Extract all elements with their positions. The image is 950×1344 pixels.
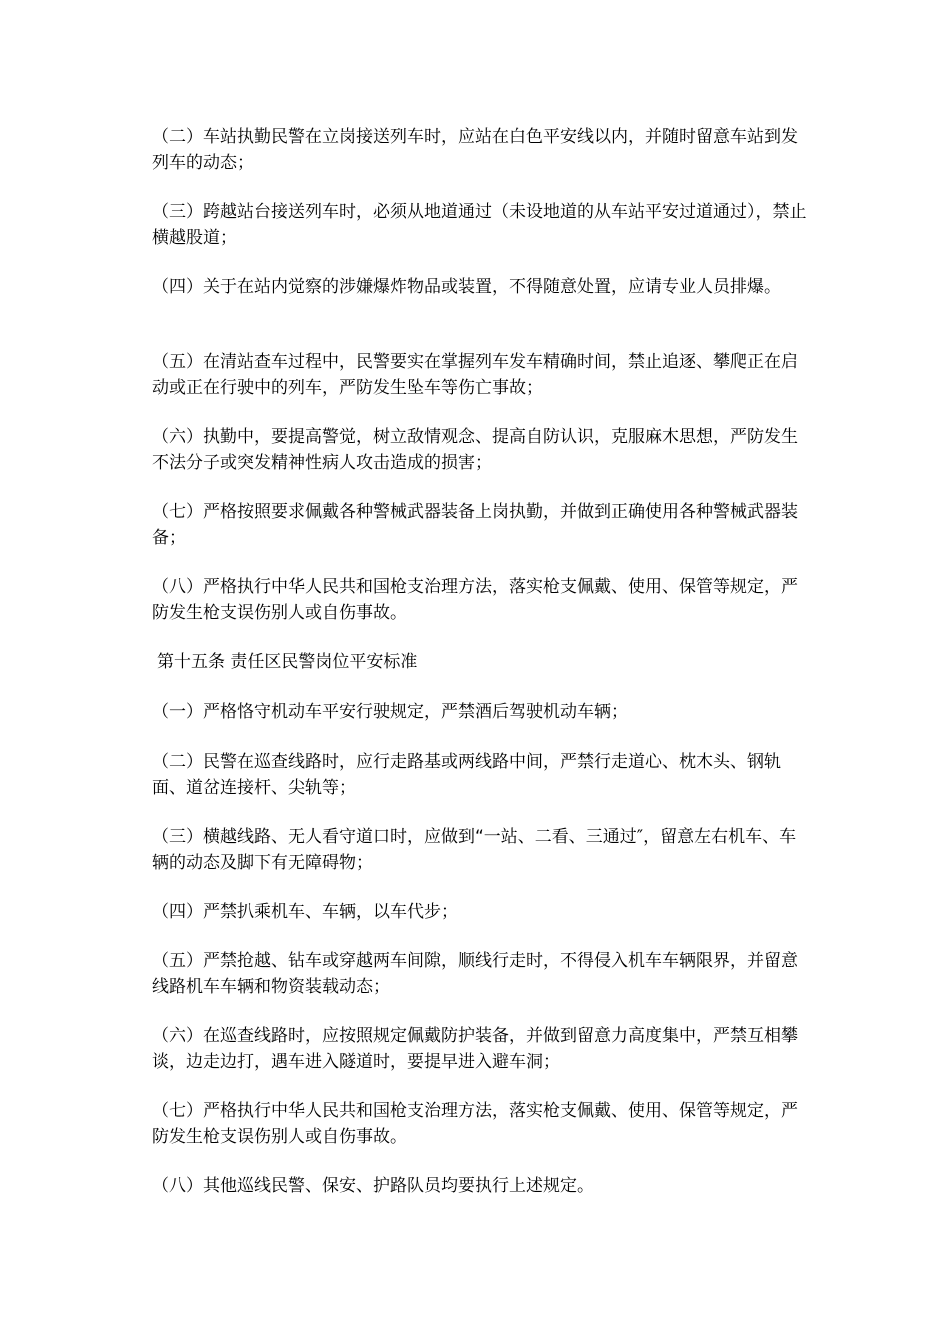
paragraph-patrol-2: （二）民警在巡查线路时，应行走路基或两线路中间，严禁行走道心、枕木头、钢轨面、道岔连接杆、尖轨等； [152,752,781,798]
paragraph-station-duty-4: （四）关于在站内觉察的涉嫌爆炸物品或装置，不得随意处置，应请专业人员排爆。 [152,277,781,297]
paragraph-station-duty-7: （七）严格按照要求佩戴各种警械武器装备上岗执勤，并做到正确使用各种警械武器装备； [152,502,798,548]
paragraph-patrol-3: （三）横越线路、无人看守道口时，应做到“一站、二看、三通过″，留意左右机车、车辆的动态及脚下有无障碍物； [152,827,797,873]
paragraph-patrol-1: （一）严格恪守机动车平安行驶规定，严禁酒后驾驶机动车辆； [152,702,628,722]
paragraph-patrol-5: （五）严禁抢越、钻车或穿越两车间隙，顺线行走时，不得侵入机车车辆限界，并留意线路机车车辆和物资装载动态； [152,951,798,997]
paragraph-patrol-4: （四）严禁扒乘机车、车辆，以车代步； [152,902,458,922]
paragraph-patrol-8: （八）其他巡线民警、保安、护路队员均要执行上述规定。 [152,1176,594,1196]
paragraph-station-duty-8: （八）严格执行中华人民共和国枪支治理方法，落实枪支佩戴、使用、保管等规定，严防发生枪支误伤别人或自伤事故。 [152,577,798,623]
paragraph-patrol-6: （六）在巡查线路时，应按照规定佩戴防护装备，并做到留意力高度集中，严禁互相攀谈，边走边打，遇车进入隧道时，要提早进入避车洞； [152,1026,798,1072]
paragraph-station-duty-2: （二）车站执勤民警在立岗接送列车时，应站在白色平安线以内，并随时留意车站到发列车的动态； [152,127,798,173]
section-heading: 第十五条 责任区民警岗位平安标准 [157,652,418,672]
paragraph-station-duty-5: （五）在清站查车过程中，民警要实在掌握列车发车精确时间，禁止追逐、攀爬正在启动或正在行驶中的列车，严防发生坠车等伤亡事故； [152,352,798,398]
paragraph-station-duty-3: （三）跨越站台接送列车时，必须从地道通过（未设地道的从车站平安过道通过），禁止横越股道； [152,202,807,248]
paragraph-patrol-7: （七）严格执行中华人民共和国枪支治理方法，落实枪支佩戴、使用、保管等规定，严防发生枪支误伤别人或自伤事故。 [152,1101,798,1147]
paragraph-station-duty-6: （六）执勤中，要提高警觉，树立敌情观念、提高自防认识，克服麻木思想，严防发生不法分子或突发精神性病人攻击造成的损害； [152,427,798,473]
